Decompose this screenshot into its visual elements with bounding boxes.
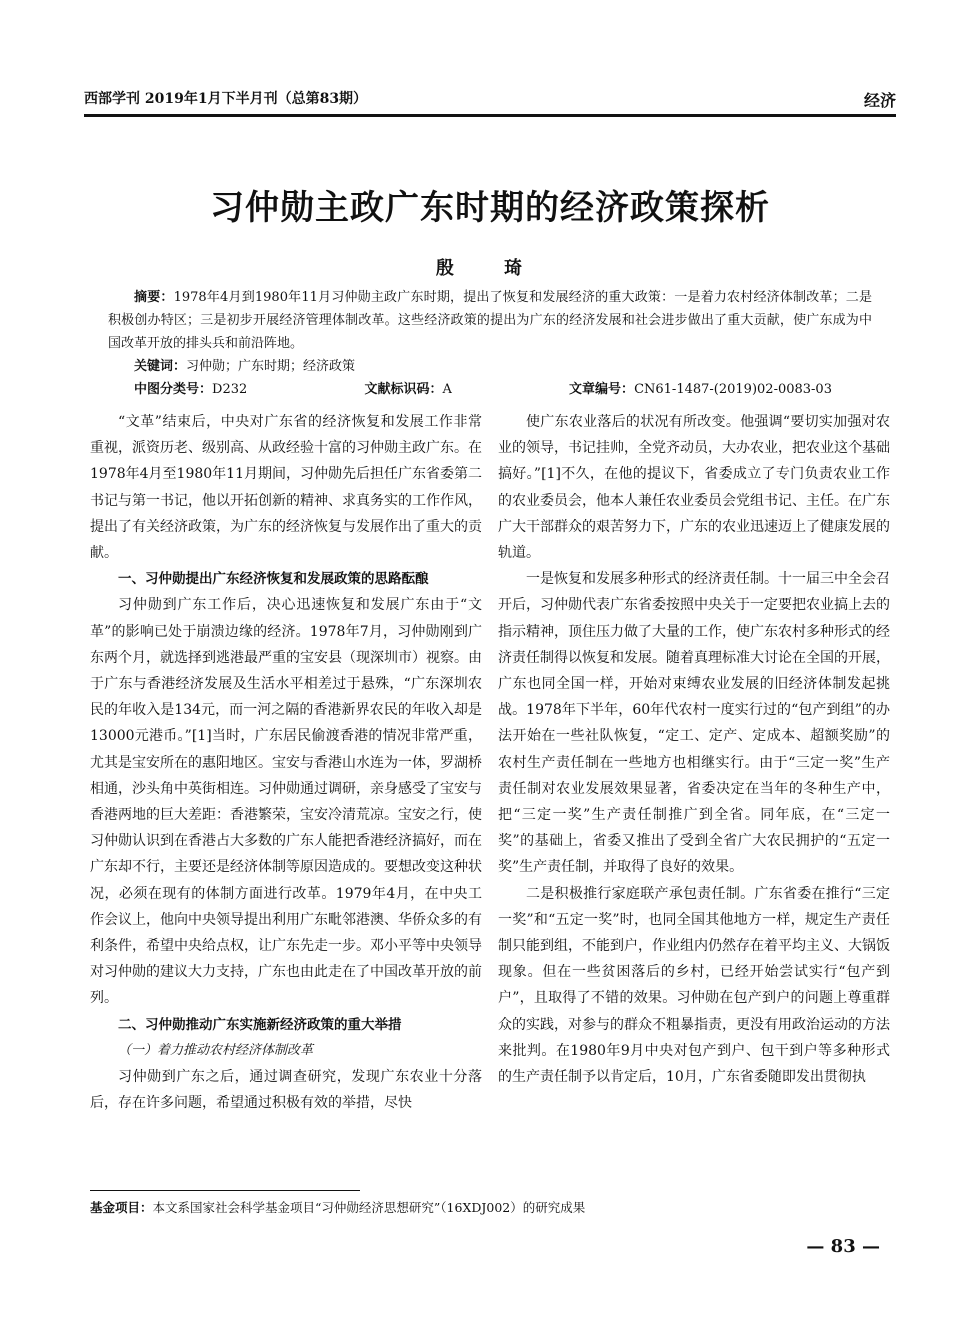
classification-line: [134, 378, 872, 397]
abstract-text: 1978年4月到1980年11月习仲勋主政广东时期，提出了恢复和发展经济的重大政策：一是着力农村经济体制改革；二是积极创办特区；三是初步开展经济管理体制改革。这些经济政策的提出为广东的经济发展和社会进步做出了重大贡献，使广东成为中国改革开放的排头兵和前沿阵地。: [108, 290, 872, 351]
paragraph: 习仲勋到广东工作后，决心迅速恢复和发展广东由于“文革”的影响已处于崩溃边缘的经济。1978年7月，习仲勋刚到广东两个月，就选择到逃港最严重的宝安县（现深圳市）视察。由于广东与香港经济发展及生活水平相差过于悬殊，“广东深圳农民的年收入是134元，而一河之隔的香港新界农民的年收入却是13000元港币。”[1]当时，广东居民偷渡香港的情况非常严重，尤其是宝安所在的惠阳地区。宝安与香港山水连为一体，罗湖桥相通，沙头角中英街相连。习仲勋通过调研，亲身感受了宝安与香港两地的巨大差距：香港繁荣，宝安冷清荒凉。宝安之行，使习仲勋认识到在香港占大多数的广东人能把香港经济搞好，而在广东却不行，主要还是经济体制等原因造成的。要想改变这种状况，必须在现有的体制方面进行改革。1979年4月，在中央工作会议上，他向中央领导提出利用广东毗邻港澳、华侨众多的有利条件，希望中央给点权，让广东先走一步。邓小平等中央领导对习仲勋的建议大力支持，广东也由此走在了中国改革开放的前列。: [90, 597, 482, 1007]
funding-note: [90, 1198, 585, 1216]
id-label: 文章编号：: [569, 382, 635, 397]
section-heading: 二、习仲勋推动广东实施新经济政策的重大举措: [118, 1016, 402, 1033]
journal-name: 西部学刊 2019年1月下半月刊（总第83期）: [84, 91, 368, 107]
section-heading: 一、习仲勋提出广东经济恢复和发展政策的思路酝酿: [118, 571, 429, 588]
paragraph: “文革”结束后，中央对广东省的经济恢复和发展工作非常重视，派资历老、级别高、从政经验十富的习仲勋主政广东。在1978年4月至1980年11月期间，习仲勋先后担任广东省委第二书记与第一书记，他以开拓创新的精神、求真务实的工作作风，提出了有关经济政策，为广东的经济恢复与发展作出了重大的贡献。: [90, 414, 482, 562]
page-number: — 83 —: [806, 1236, 880, 1257]
left-column: [90, 409, 482, 1116]
funding-label: 基金项目：: [90, 1200, 153, 1215]
paragraph: 使广东农业落后的状况有所改变。他强调“要切实加强对农业的领导，书记挂帅，全党齐动员，大办农业，把农业这个基础搞好。”[1]不久，在他的提议下，省委成立了专门负责农业工作的农业委员会，他本人兼任农业委员会党组书记、主任。在广东广大干部群众的艰苦努力下，广东的农业迅速迈上了健康发展的轨道。: [498, 414, 890, 562]
clc-code: [134, 378, 247, 397]
doc-code: [364, 378, 451, 397]
author-name: 殷 琦: [435, 258, 545, 279]
keywords: [134, 355, 355, 374]
right-column: [498, 409, 890, 1090]
article-id: [569, 378, 832, 397]
subsection-heading: （一）着力推动农村经济体制改革: [118, 1042, 314, 1058]
paragraph: 二是积极推行家庭联产承包责任制。广东省委在推行“三定一奖”和“五定一奖”时，也同全国其他地方一样，规定生产责任制只能到组，不能到户，作业组内仍然存在着平均主义、大锅饭现象。但在一些贫困落后的乡村，已经开始尝试实行“包产到户”，且取得了不错的效果。习仲勋在包产到户的问题上尊重群众的实践，对参与的群众不粗暴指责，更没有用政治运动的方法来批判。在1980年9月中央对包产到户、包干到户等多种形式的生产责任制予以肯定后，10月，广东省委随即发出贯彻执: [498, 885, 890, 1086]
running-header: [84, 88, 896, 117]
keywords-label: 关键词：: [134, 359, 187, 374]
doc-label: 文献标识码：: [364, 382, 443, 397]
abstract: [108, 286, 872, 355]
paragraph: 一是恢复和发展多种形式的经济责任制。十一届三中全会召开后，习仲勋代表广东省委按照中央关于一定要把农业搞上去的指示精神，顶住压力做了大量的工作，使广东农村多种形式的经济责任制得以恢复和发展。随着真理标准大讨论在全国的开展，广东也同全国一样，开始对束缚农业发展的旧经济体制发起挑战。1978年下半年，60年代农村一度实行过的“包产到组”的办法开始在一些社队恢复，“定工、定产、定成本、超额奖励”的农村生产责任制在一些地方也相继实行。由于“三定一奖”生产责任制对农业发展效果显著，省委决定在当年的冬种生产中，把“三定一奖”生产责任制推广到全省。同年底，在“三定一奖”的基础上，省委又推出了受到全省广大农民拥护的“五定一奖”生产责任制，并取得了良好的效果。: [498, 571, 890, 876]
id-value: CN61-1487-(2019)02-0083-03: [634, 382, 832, 397]
abstract-label: 摘要：: [134, 290, 174, 305]
keywords-text: 习仲勋；广东时期；经济政策: [186, 359, 356, 374]
clc-value: D232: [212, 382, 248, 397]
footnote-divider: [90, 1190, 360, 1191]
article-title: 习仲勋主政广东时期的经济政策探析: [210, 188, 770, 228]
paragraph: 习仲勋到广东之后，通过调查研究，发现广东农业十分落后，存在许多问题，希望通过积极有效的举措，尽快: [90, 1069, 482, 1112]
section-label: 经济: [863, 91, 896, 110]
clc-label: 中图分类号：: [134, 382, 213, 397]
funding-text: 本文系国家社会科学基金项目“习仲勋经济思想研究”（16XDJ002）的研究成果: [152, 1200, 586, 1215]
doc-value: A: [442, 382, 452, 397]
